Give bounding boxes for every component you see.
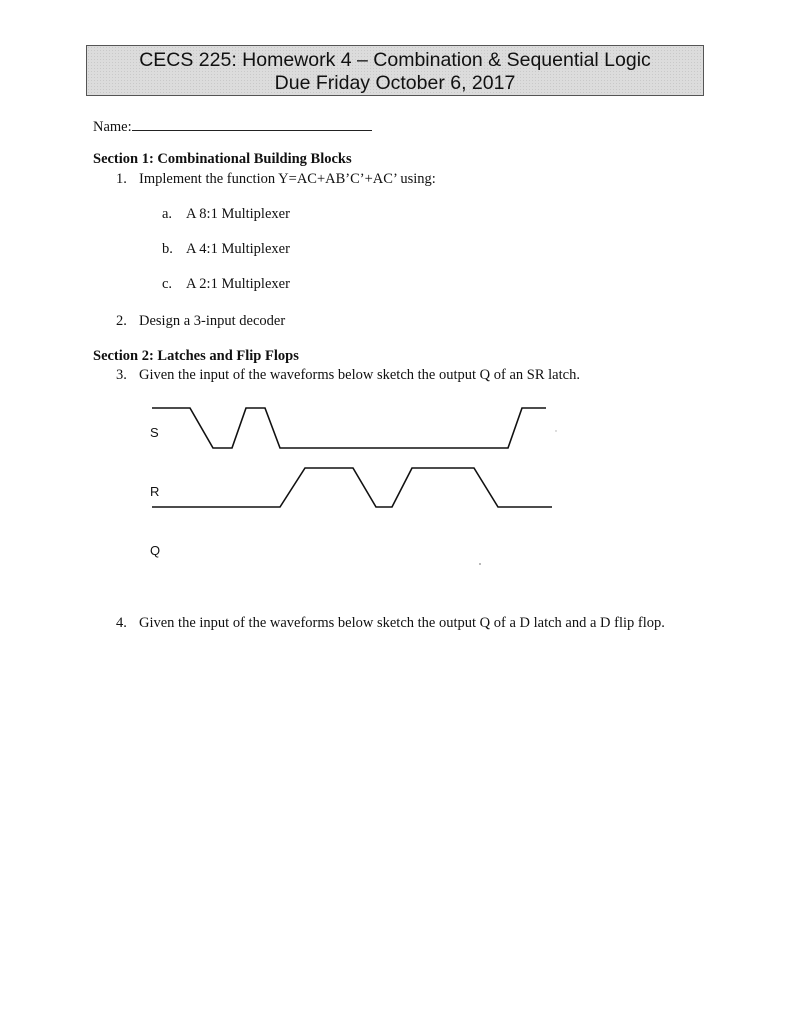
item-letter: b.: [162, 241, 173, 257]
section-2-title: Section 2: Latches and Flip Flops: [93, 348, 299, 364]
question-4-number: 4.: [116, 615, 127, 631]
question-4: [116, 614, 674, 632]
waveform-label-s: S: [150, 425, 159, 440]
question-2-number: 2.: [116, 313, 127, 329]
title-box: [86, 45, 704, 96]
section-1-title: Section 1: Combinational Building Blocks: [93, 151, 352, 167]
stray-dot: [479, 563, 481, 565]
sr-latch-waveforms: [140, 398, 570, 578]
r-waveform: [152, 468, 552, 507]
page-title: CECS 225: Homework 4 – Combination & Sequential Logic: [139, 49, 651, 71]
item-text: A 2:1 Multiplexer: [186, 276, 290, 292]
name-label: Name:: [93, 119, 132, 135]
stray-dot: [555, 430, 556, 431]
item-letter: c.: [162, 276, 173, 292]
question-2-text: Design a 3-input decoder: [139, 313, 286, 329]
name-field: [93, 116, 372, 136]
question-1-number: 1.: [116, 171, 127, 187]
due-date: Due Friday October 6, 2017: [274, 72, 516, 94]
question-3: [116, 366, 580, 384]
question-1-item-c: [162, 276, 290, 293]
question-2: [116, 312, 285, 330]
question-1-item-b: [162, 241, 290, 258]
name-blank-line: [132, 116, 372, 131]
item-text: A 8:1 Multiplexer: [186, 206, 290, 222]
item-text: A 4:1 Multiplexer: [186, 241, 290, 257]
s-waveform: [152, 408, 546, 448]
question-1-item-a: [162, 206, 290, 223]
question-3-number: 3.: [116, 367, 127, 383]
question-1-text: Implement the function Y=AC+AB’C’+AC’ using:: [139, 171, 436, 187]
waveform-label-r: R: [150, 484, 160, 499]
item-letter: a.: [162, 206, 173, 222]
question-3-text: Given the input of the waveforms below sketch the output Q of an SR latch.: [139, 367, 580, 383]
question-1: [116, 170, 436, 188]
question-4-text: Given the input of the waveforms below sketch the output Q of a D latch and a D flip flop.: [139, 615, 665, 631]
waveform-label-q: Q: [150, 543, 161, 558]
